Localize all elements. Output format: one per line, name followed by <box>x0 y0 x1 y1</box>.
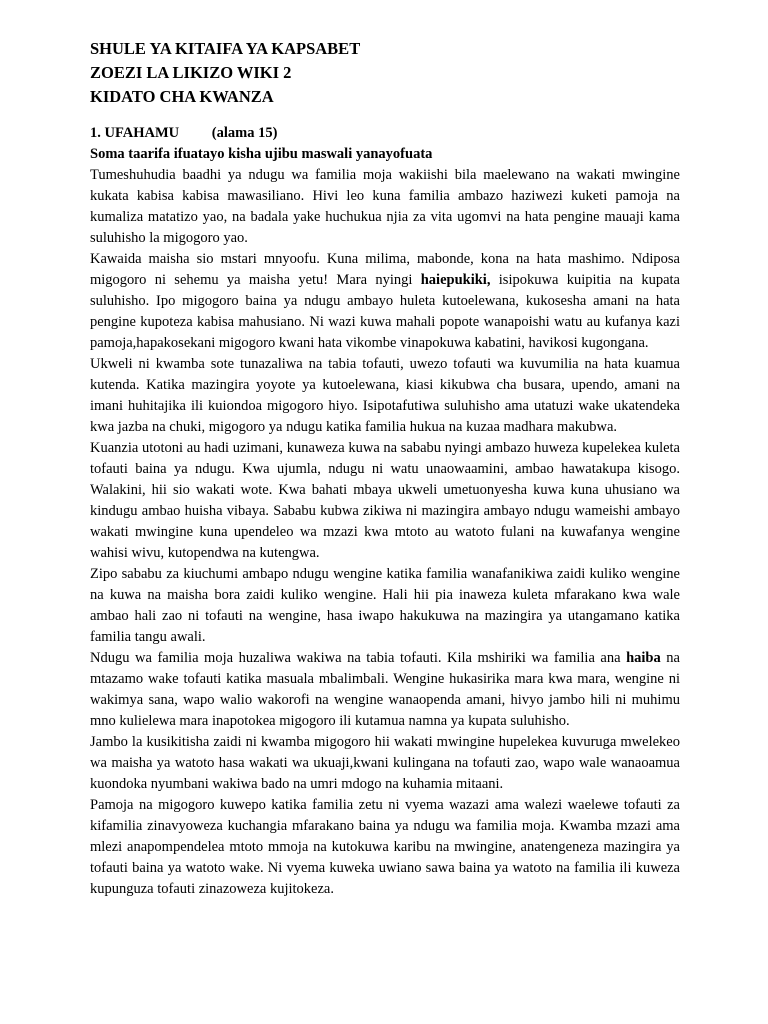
paragraph-text-before: Kawaida maisha sio mstari mnyoofu. Kuna milima, mabonde, kona na hata mashimo. Ndiposa migogoro ni sehemu ya maisha yetu! Mara nyingi <box>90 251 680 288</box>
paragraph: Kuanzia utotoni au hadi uzimani, kunaweza kuwa na sababu nyingi ambazo huweza kupelekea kuleta tofauti baina ya ndugu. Kwa ujumla, ndugu ni watu unaowaamini, ambao hawatakupa kisogo. Walakini, hii sio wakati wote. Kwa bahati mbaya ukweli umetuonyesha kuwa kuna uhusiano wa kindugu ambao huisha vibaya. Sababu kubwa zikiwa ni mazingira ambayo ndugu wameishi ambayo wakati mwingine kuna upendeleo wa mzazi kwa mtoto au watoto fulani na kuwafanya wengine wahisi wivu, kutopendwa na kutengwa. <box>90 440 680 561</box>
paragraph: Zipo sababu za kiuchumi ambapo ndugu wengine katika familia wanafanikiwa zaidi kuliko wengine na kuwa na maisha bora zaidi kuliko wengine. Hali hii pia inaweza kuleta mfarakano kwa wale ambao hali zao ni tofauti na wengine, hasa iwapo hakukuwa na mazingira ya utangamano katika familia tangu awali. <box>90 566 680 645</box>
paragraph: Pamoja na migogoro kuwepo katika familia zetu ni vyema wazazi ama walezi waelewe tofauti za kifamilia zinavyoweza kuchangia mfarakano baina ya ndugu wa familia moja. Kwamba mzazi ama mlezi anapompendelea mtoto mmoja na kutokuwa karibu na mwingine, anatengeneza mazingira ya tofauti baina ya watoto wake. Ni vyema kuweka uwiano sawa baina ya watoto na familia ili kuweza kupunguza tofauti zinazoweza kujitokeza. <box>90 797 680 897</box>
form-level: KIDATO CHA KWANZA <box>90 87 274 106</box>
paragraph <box>90 249 680 354</box>
paragraph-text-before: Ndugu wa familia moja huzaliwa wakiwa na tabia tofauti. Kila mshiriki wa familia ana <box>90 650 627 666</box>
section-marks: (alama 15) <box>211 125 278 141</box>
bold-term: haiepukiki, <box>420 272 491 288</box>
paragraph: Ukweli ni kwamba sote tunazaliwa na tabia tofauti, uwezo tofauti wa kuvumilia na hata kuamua kutenda. Katika mazingira yoyote ya kutoelewana, kiasi kikubwa cha busara, upendo, amani na imani huhitajika ili kuiondoa migogoro hiyo. Isipotafutiwa suluhisho ama utatuzi wake ukatendeka kwa jazba na chuki, migogoro ya ndugu katika familia hukua na kuzaa madhara makubwa. <box>90 356 680 435</box>
bold-term: haiba <box>626 650 661 666</box>
paragraph: Tumeshuhudia baadhi ya ndugu wa familia moja wakiishi bila maelewano na wakati mwingine kukata kabisa kabisa mawasiliano. Hivi leo kuna familia ambazo haziwezi kuketi pamoja na kumaliza matatizo yao, na badala yake huchukua njia za vita ugomvi na hata pengine mauaji kama suluhisho la migogoro yao. <box>90 167 680 246</box>
section-number: 1. <box>90 125 101 141</box>
paragraph <box>90 648 680 732</box>
section-name: UFAHAMU <box>104 125 180 141</box>
school-name: SHULE YA KITAIFA YA KAPSABET <box>90 39 361 58</box>
section-instruction: Soma taarifa ifuatayo kisha ujibu maswali yanayofuata <box>90 146 433 162</box>
section-heading <box>90 123 680 144</box>
paragraph-text-after: isipokuwa kuipitia na kupata suluhisho. Ipo migogoro baina ya ndugu ambayo huleta kutoelewana, kukosesha amani na hata pengine kupoteza kabisa mahusiano. Ni wazi kuwa mahali popote wanapoishi watu au kufanya kazi pamoja,hapakosekani migogoro kwani hata vikombe vinapokuwa kabatini, havikosi kugongana. <box>90 272 680 351</box>
document-page <box>90 37 680 900</box>
paragraph-text-after: na mtazamo wake tofauti katika masuala mbalimbali. Wengine hukasirika mara kwa mara, wengine ni wakimya sana, wapo walio wakorofi na wengine wanaopenda amani, hivyo jambo hili ni muhimu mno kulielewa mara inapotokea migogoro ili kutamua namna ya kupata suluhisho. <box>90 650 680 729</box>
exercise-title: ZOEZI LA LIKIZO WIKI 2 <box>90 63 292 82</box>
paragraph: Jambo la kusikitisha zaidi ni kwamba migogoro hii wakati mwingine hupelekea kuvuruga mwelekeo wa maisha ya watoto hasa wakati wa ukuaji,kwani kulingana na tofauti zao, wapo wale wanaoamua kuondoka nyumbani wakiwa bado na umri mdogo na kuhamia mitaani. <box>90 734 680 792</box>
